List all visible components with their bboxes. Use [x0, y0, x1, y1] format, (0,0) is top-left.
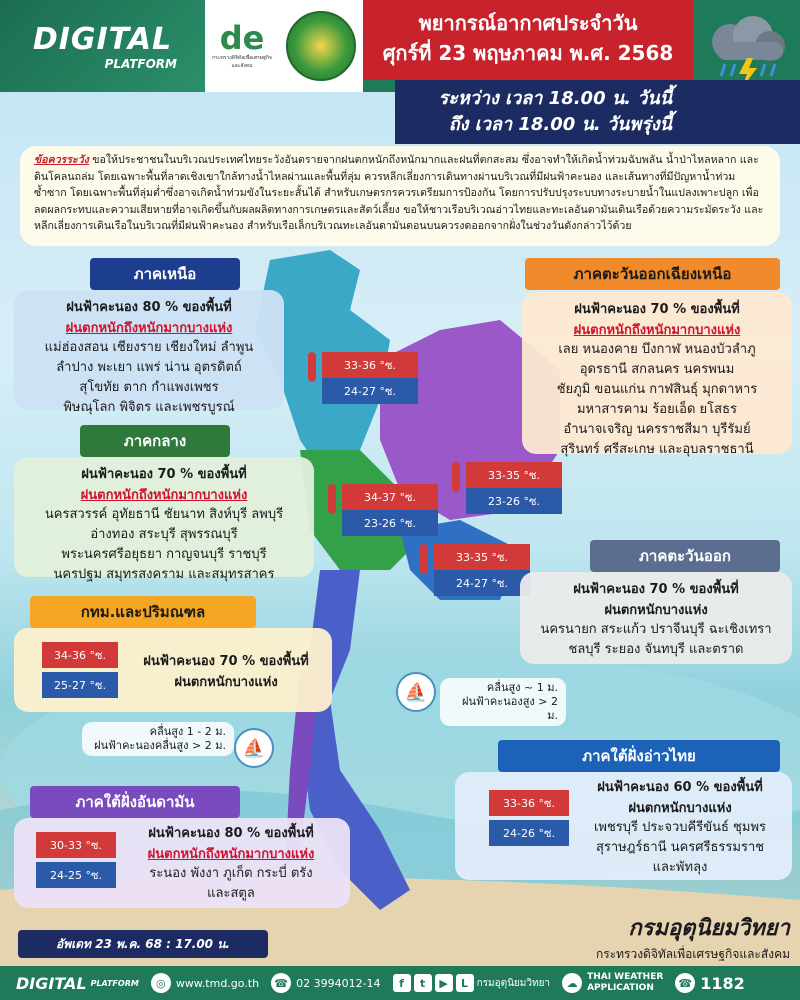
thermometer-icon — [308, 352, 316, 382]
gulf-area-0: เพชรบุรี ประจวบคีรีขันธ์ ชุมพร — [593, 820, 767, 835]
northeast-area-0: เลย หนองคาย บึงกาฬ หนองบัวลำภู — [558, 342, 756, 357]
dept-ministry: กระทรวงดิจิทัลเพื่อเศรษฐกิจและสังคม — [595, 947, 790, 961]
north-hi: 33-36 °ซ. — [322, 352, 418, 378]
ministry-small-text: กระทรวงดิจิทัลเพื่อเศรษฐกิจและสังคม — [212, 55, 272, 69]
bangkok-l2: ฝนตกหนักบางแห่ง — [174, 675, 278, 690]
globe-icon: ◎ — [151, 973, 171, 993]
tag-central: ภาคกลาง — [80, 425, 230, 457]
ship-icon: ⛵ — [396, 672, 436, 712]
north-area-1: ลำปาง พะเยา แพร่ น่าน อุตรดิตถ์ — [56, 360, 242, 375]
andaman-hi: 30-33 °ซ. — [36, 832, 116, 858]
gulf-l2: ฝนตกหนักบางแห่ง — [628, 801, 732, 816]
temp-central — [342, 484, 438, 536]
andaman-l1: ฝนฟ้าคะนอง 80 % ของพื้นที่ — [148, 826, 314, 841]
tag-northeast: ภาคตะวันออกเฉียงเหนือ — [525, 258, 780, 290]
central-hi: 34-37 °ซ. — [342, 484, 438, 510]
northeast-area-5: สุรินทร์ ศรีสะเกษ และอุบลราชธานี — [560, 442, 754, 457]
temp-bangkok — [42, 642, 118, 698]
central-l1: ฝนฟ้าคะนอง 70 % ของพื้นที่ — [81, 467, 247, 482]
north-l2: ฝนตกหนักถึงหนักมากบางแห่ง — [65, 321, 233, 336]
northeast-lo: 23-26 °ซ. — [466, 488, 562, 514]
central-area-1: อ่างทอง สระบุรี สุพรรณบุรี — [90, 527, 238, 542]
central-l2: ฝนตกหนักถึงหนักมากบางแห่ง — [80, 488, 248, 503]
logo-sub-text: PLATFORM — [104, 56, 177, 71]
tmd-seal-icon — [286, 11, 356, 81]
website-text: www.tmd.go.th — [175, 976, 260, 990]
northeast-area-2: ชัยภูมิ ขอนแก่น กาฬสินธุ์ มุกดาหาร — [556, 382, 758, 397]
hotline-icon: ☎ — [675, 973, 695, 993]
temp-east — [434, 544, 530, 596]
department-block — [440, 910, 790, 964]
gulf-wave-l1: คลื่นสูง ~ 1 ม. — [486, 681, 558, 694]
card-east — [520, 572, 792, 664]
social-links[interactable] — [393, 974, 551, 992]
digital-platform-logo — [0, 0, 205, 92]
app-line-2: APPLICATION — [587, 983, 654, 993]
tag-north: ภาคเหนือ — [90, 258, 240, 290]
title-banner — [363, 0, 693, 80]
tag-gulf: ภาคใต้ฝั่งอ่าวไทย — [498, 740, 780, 772]
andaman-lo: 24-25 °ซ. — [36, 862, 116, 888]
bangkok-lo: 25-27 °ซ. — [42, 672, 118, 698]
warning-label: ข้อควรระวัง — [34, 154, 89, 166]
app-line-1: THAI WEATHER — [587, 972, 664, 982]
phone-link[interactable] — [271, 973, 380, 993]
social-name: กรมอุตุนิยมวิทยา — [476, 977, 551, 989]
central-area-3: นครปฐม สมุทรสงคราม และสมุทรสาคร — [53, 567, 275, 582]
tag-andaman: ภาคใต้ฝั่งอันดามัน — [30, 786, 240, 818]
east-lo: 24-27 °ซ. — [434, 570, 530, 596]
temp-gulf — [489, 790, 569, 846]
card-gulf — [455, 772, 792, 880]
andaman-area-1: และสตูล — [207, 886, 255, 901]
dept-name: กรมอุตุนิยมวิทยา — [628, 916, 790, 941]
temp-north — [322, 352, 418, 404]
wave-note-andaman — [82, 722, 234, 756]
north-lo: 24-27 °ซ. — [322, 378, 418, 404]
line-icon[interactable]: L — [456, 974, 474, 992]
warning-text: ขอให้ประชาชนในบริเวณประเทศไทยระวังอันตรายจากฝนตกหนักถึงหนักมากและฝนที่ตกสะสม ซึ่งอาจทำให้เกิดน้ำท่วมฉับพลัน น้ำป่าไหลหลาก และดินโคลนถล่ม โดยเฉพาะพื้นที่ลาดเชิงเขาใกล้ทางน้ำไหลผ่านและพื้นที่ลุ่ม ควรหลีกเลี่ยงการเดินทางผ่านบริเวณที่มีฝนฟ้าคะนอง และเส้นทางที่มีปัญหาน้ำท่วมซ้ำซาก โดยเฉพาะพื้นที่ลุ่มต่ำซึ่งอาจเกิดน้ำท่วมขังในระยะสั้นได้ สำหรับเกษตรกรควรเตรียมการป้องกัน โดยการปรับปรุงระบบทางระบายน้ำในแปลงเพาะปลูก เพื่อลดผลกระทบและความเสียหายที่อาจเกิดขึ้นกับผลผลิตทางการเกษตรและสัตว์เลี้ยง ขอให้ชาวเรือบริเวณอ่าวไทยและทะเลอันดามันเดินเรือด้วยความระมัดระวัง และหลีกเลี่ยงการเดินเรือในบริเวณที่มีฝนฟ้าคะนอง สำหรับเรือเล็กบริเวณทะเลอันดามันตอนบนควรงดออกจากฝั่งในช่วงวันดังกล่าวไว้ด้วย — [34, 154, 764, 232]
east-l2: ฝนตกหนักบางแห่ง — [604, 603, 708, 618]
ministry-logo — [212, 16, 272, 76]
youtube-icon[interactable]: ▶ — [435, 974, 453, 992]
thermometer-icon — [420, 544, 428, 574]
thermometer-icon — [328, 484, 336, 514]
tag-bangkok: กทม.และปริมณฑล — [30, 596, 256, 628]
weather-app-icon: ☁ — [562, 973, 582, 993]
northeast-l1: ฝนฟ้าคะนอง 70 % ของพื้นที่ — [574, 302, 740, 317]
northeast-area-4: อำนาจเจริญ นครราชสีมา บุรีรัมย์ — [563, 422, 751, 437]
website-link[interactable] — [151, 973, 259, 993]
app-link[interactable] — [562, 972, 663, 994]
card-andaman — [14, 818, 350, 908]
northeast-area-1: อุดรธานี สกลนคร นครพนม — [579, 362, 735, 377]
period-line-2: ถึง เวลา 18.00 น. วันพรุ่งนี้ — [448, 114, 672, 135]
bangkok-l1: ฝนฟ้าคะนอง 70 % ของพื้นที่ — [143, 654, 309, 669]
phone-text: 02 3994012-14 — [296, 976, 381, 990]
title-line-2: ศุกร์ที่ 23 พฤษภาคม พ.ศ. 2568 — [382, 41, 674, 65]
northeast-l2: ฝนตกหนักถึงหนักมากบางแห่ง — [573, 323, 741, 338]
andaman-wave-l2: ฝนฟ้าคะนองคลื่นสูง > 2 ม. — [94, 739, 226, 752]
footer-bar — [0, 966, 800, 1000]
east-area-1: ชลบุรี ระยอง จันทบุรี และตราด — [568, 642, 744, 657]
hotline[interactable] — [675, 973, 745, 993]
tag-east: ภาคตะวันออก — [590, 540, 780, 572]
thermometer-icon — [452, 462, 460, 492]
card-central — [14, 457, 314, 582]
gulf-area-2: และพัทลุง — [652, 860, 708, 875]
northeast-hi: 33-35 °ซ. — [466, 462, 562, 488]
warning-box — [20, 146, 780, 246]
north-l1: ฝนฟ้าคะนอง 80 % ของพื้นที่ — [66, 300, 232, 315]
gulf-wave-l2: ฝนฟ้าคะนองสูง > 2 ม. — [462, 695, 558, 722]
forecast-period-banner — [395, 80, 800, 144]
hotline-number: 1182 — [700, 973, 745, 993]
card-northeast — [522, 292, 792, 457]
ministry-mark: de — [219, 19, 265, 57]
north-area-3: พิษณุโลก พิจิตร และเพชรบูรณ์ — [63, 400, 235, 415]
gulf-lo: 24-26 °ซ. — [489, 820, 569, 846]
facebook-icon[interactable]: f — [393, 974, 411, 992]
footer-logo-sub: PLATFORM — [90, 978, 139, 988]
andaman-l2: ฝนตกหนักถึงหนักมากบางแห่ง — [147, 847, 315, 862]
gulf-hi: 33-36 °ซ. — [489, 790, 569, 816]
temp-andaman — [36, 832, 116, 888]
temp-northeast — [466, 462, 562, 514]
north-area-0: แม่ฮ่องสอน เชียงราย เชียงใหม่ ลำพูน — [44, 340, 254, 355]
gulf-area-1: สุราษฎร์ธานี นครศรีธรรมราช — [595, 840, 765, 855]
central-area-0: นครสวรรค์ อุทัยธานี ชัยนาท สิงห์บุรี ลพบุรี — [44, 507, 284, 522]
bangkok-hi: 34-36 °ซ. — [42, 642, 118, 668]
central-lo: 23-26 °ซ. — [342, 510, 438, 536]
period-line-1: ระหว่าง เวลา 18.00 น. วันนี้ — [438, 88, 672, 109]
andaman-wave-l1: คลื่นสูง 1 - 2 ม. — [149, 725, 226, 738]
northeast-area-3: มหาสารคาม ร้อยเอ็ด ยโสธร — [576, 402, 738, 417]
gulf-l1: ฝนฟ้าคะนอง 60 % ของพื้นที่ — [597, 780, 763, 795]
title-line-1: พยากรณ์อากาศประจำวัน — [418, 11, 638, 35]
wave-note-gulf — [440, 678, 566, 726]
card-bangkok — [14, 628, 332, 712]
north-area-2: สุโขทัย ตาก กำแพงเพชร — [79, 380, 219, 395]
phone-icon: ☎ — [271, 973, 291, 993]
logo-main-text: DIGITAL — [32, 21, 173, 57]
east-hi: 33-35 °ซ. — [434, 544, 530, 570]
seal-strip — [205, 0, 363, 92]
update-timestamp: อัพเดท 23 พ.ค. 68 : 17.00 น. — [18, 930, 268, 958]
east-area-0: นครนายก สระแก้ว ปราจีนบุรี ฉะเชิงเทรา — [540, 622, 772, 637]
footer-logo: DIGITAL — [16, 973, 87, 993]
card-north — [14, 290, 284, 415]
east-l1: ฝนฟ้าคะนอง 70 % ของพื้นที่ — [573, 582, 739, 597]
central-area-2: พระนครศรีอยุธยา กาญจนบุรี ราชบุรี — [61, 547, 267, 562]
andaman-area-0: ระนอง พังงา ภูเก็ต กระบี่ ตรัง — [149, 866, 313, 881]
twitter-icon[interactable]: t — [414, 974, 432, 992]
ship-icon: ⛵ — [234, 728, 274, 768]
